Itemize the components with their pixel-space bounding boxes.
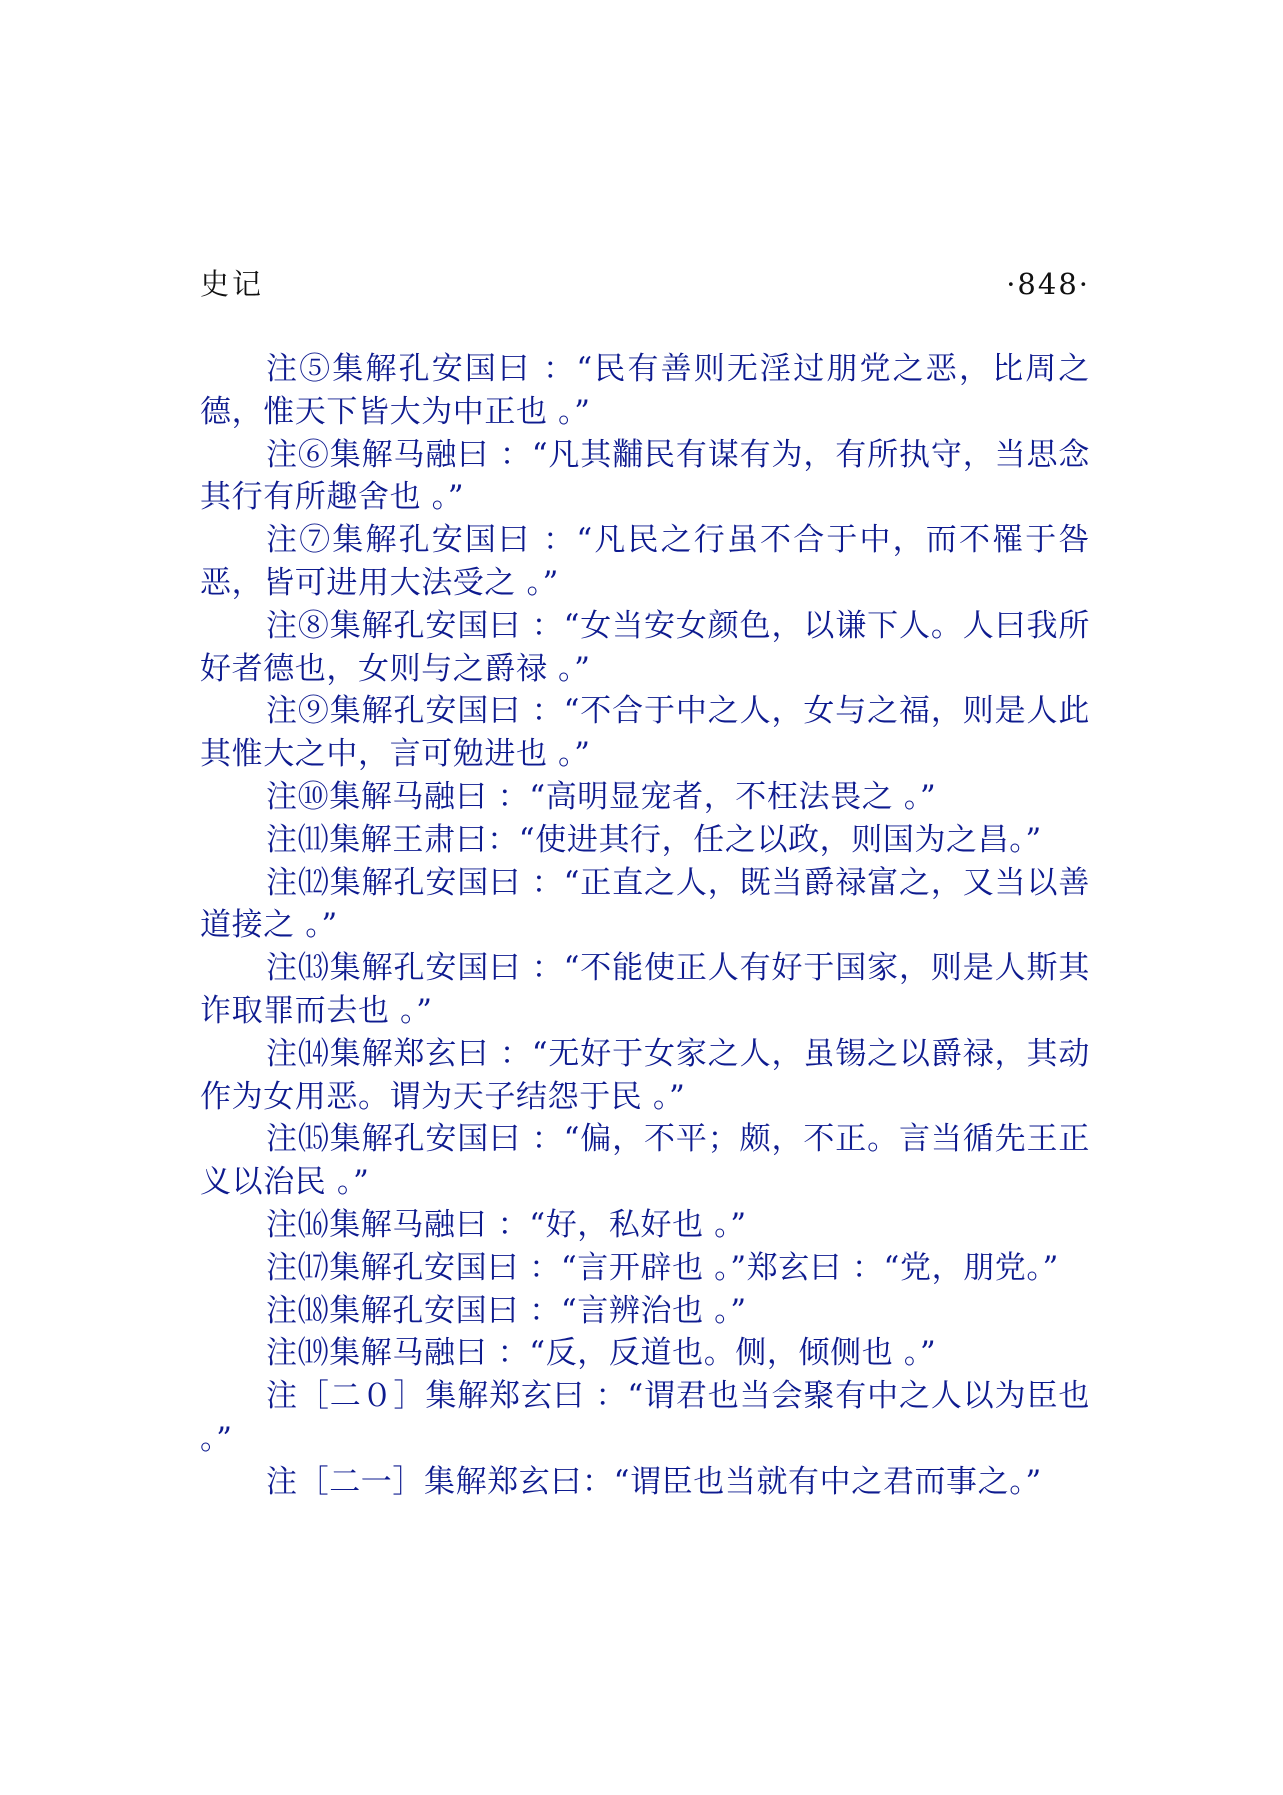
note-10: 注⑩集解马融曰 ：“高明显宠者，不枉法畏之 。” (266, 778, 937, 815)
note-20: 注［二０］集解郑玄曰 ：“谓君也当会聚有中之人以为臣也 。” (200, 1378, 1090, 1457)
note-21: 注［二一］集解郑玄曰：“谓臣也当就有中之君而事之。” (266, 1463, 1042, 1500)
note-19: 注⒆集解马融曰 ：“反，反道也。侧，倾侧也 。” (266, 1335, 937, 1372)
note-14: 注⒁集解郑玄曰 ：“无好于女家之人，虽锡之以爵禄，其动作为女用恶。谓为天子结怨于民 。” (200, 1035, 1090, 1115)
note-17: 注⒄集解孔安国曰 ：“言开辟也 。”郑玄曰 ：“党，朋党。” (266, 1249, 1059, 1286)
running-header (200, 262, 1090, 306)
note-8: 注⑧集解孔安国曰 ：“女当安女颜色，以谦下人。人曰我所好者德也，女则与之爵禄 。” (200, 607, 1090, 687)
book-title: 史记 (200, 267, 265, 301)
note-9: 注⑨集解孔安国曰 ：“不合于中之人，女与之福，则是人此其惟大之中，言可勉进也 。” (200, 693, 1090, 773)
note-11: 注⑾集解王肃曰：“使进其行，任之以政，则国为之昌。” (266, 821, 1042, 858)
note-16: 注⒃集解马融曰 ：“好，私好也 。” (266, 1206, 747, 1243)
note-18: 注⒅集解孔安国曰 ：“言辨治也 。” (266, 1292, 747, 1329)
note-7: 注⑦集解孔安国曰 ：“凡民之行虽不合于中，而不罹于咎恶，皆可进用大法受之 。” (200, 522, 1090, 601)
note-5: 注⑤集解孔安国曰 ：“民有善则无淫过朋党之恶，比周之德，惟天下皆大为中正也 。” (200, 351, 1090, 430)
notes-body (200, 348, 1090, 1504)
note-6: 注⑥集解马融曰 ：“凡其黼民有谋有为，有所执守，当思念其行有所趣舍也 。” (200, 436, 1090, 516)
page-number: ·848· (1006, 267, 1090, 301)
note-13: 注⒀集解孔安国曰 ：“不能使正人有好于国家，则是人斯其诈取罪而去也 。” (200, 950, 1090, 1029)
note-15: 注⒂集解孔安国曰 ：“偏，不平；颇，不正。言当循先王正义以治民 。” (200, 1121, 1090, 1201)
note-12: 注⑿集解孔安国曰 ：“正直之人，既当爵禄富之，又当以善道接之 。” (200, 864, 1090, 944)
